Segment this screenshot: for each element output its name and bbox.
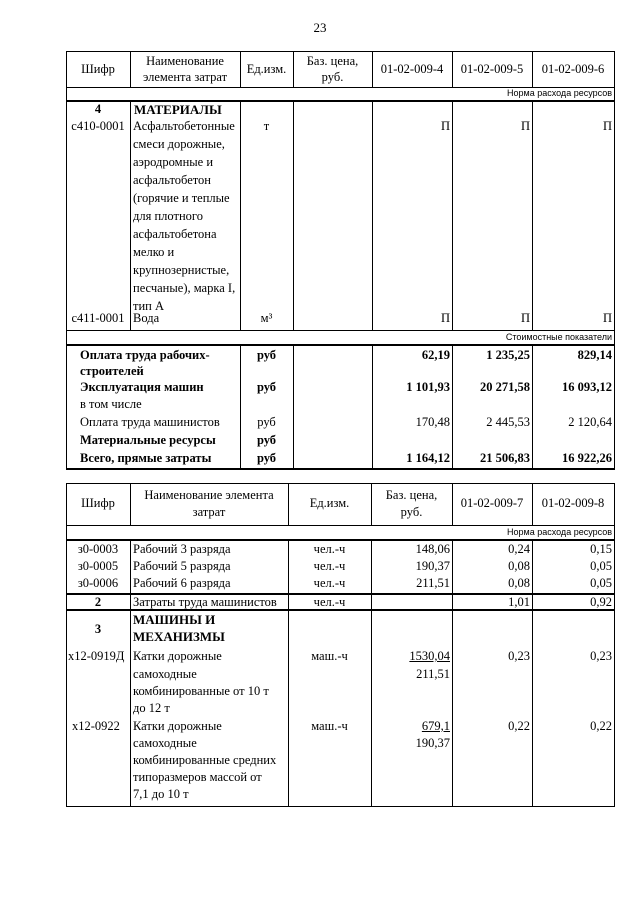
operators-norm: 0,92 [590, 595, 612, 609]
cost-row-unit: руб [257, 415, 276, 429]
machine-price: 679,1 [421, 719, 450, 733]
machine-price-operator: 211,51 [416, 667, 450, 681]
col-header-unit: Ед.изм. [246, 62, 287, 76]
col-header-name-line1: Наименование [146, 54, 224, 68]
cost-row-value: 170,48 [415, 415, 450, 429]
worker-norm: 0,24 [508, 542, 530, 556]
cost-row-unit: руб [256, 451, 277, 465]
worker-name: Рабочий 3 разряда [133, 542, 231, 556]
col-header-name-line2: затрат [192, 505, 226, 519]
col-header-price-line2: руб. [400, 505, 423, 519]
worker-norm: 0,08 [508, 559, 530, 573]
machine-unit: маш.-ч [311, 649, 348, 663]
machine-norm: 0,23 [590, 649, 612, 663]
worker-price: 148,06 [415, 542, 450, 556]
item-value: П [520, 119, 530, 133]
item-code: с411-0001 [71, 311, 125, 325]
cost-row-value: 1 235,25 [486, 348, 530, 362]
item-name: Вода [133, 311, 160, 325]
item-unit: м³ [260, 311, 273, 325]
cost-row-value: 16 093,12 [562, 380, 612, 394]
machine-norm: 0,22 [508, 719, 530, 733]
cost-row-name: строителей [80, 364, 144, 378]
machine-code: х12-0919Д [68, 649, 125, 663]
item-value: П [520, 311, 530, 325]
col-header-code-b: 01-02-009-5 [460, 62, 524, 76]
section-title-line2: МЕХАНИЗМЫ [133, 629, 225, 644]
machine-norm: 0,22 [590, 719, 612, 733]
cost-row-name: Эксплуатация машин [80, 380, 204, 394]
cost-row-value: 1 101,93 [406, 380, 450, 394]
item-value: П [440, 119, 450, 133]
col-header-code-c: 01-02-009-6 [541, 62, 605, 76]
cost-row-value: 16 922,26 [562, 451, 612, 465]
worker-price: 211,51 [416, 576, 450, 590]
norm-label: Норма расхода ресурсов [507, 88, 612, 98]
cost-row-name: Всего, прямые затраты [80, 451, 212, 465]
worker-code: з0-0003 [77, 542, 119, 556]
col-header-name-line1: Наименование элемента [144, 488, 274, 502]
col-header-code-b: 01-02-009-8 [541, 496, 605, 510]
cost-row-value: 2 445,53 [486, 415, 530, 429]
cost-row-name: Материальные ресурсы [80, 433, 216, 447]
section-title: МАТЕРИАЛЫ [134, 102, 222, 117]
machine-norm: 0,23 [508, 649, 530, 663]
machine-price: 1530,04 [409, 649, 450, 663]
worker-name: Рабочий 5 разряда [133, 559, 231, 573]
cost-row-name: в том числе [80, 397, 142, 411]
section-number: 3 [94, 622, 102, 636]
col-header-code: Шифр [81, 496, 115, 510]
operators-unit: чел.-ч [313, 595, 346, 609]
section-title-line1: МАШИНЫ И [133, 612, 216, 627]
cost-row-value: 62,19 [421, 348, 450, 362]
item-unit: т [263, 119, 270, 133]
col-header-code-a: 01-02-009-7 [460, 496, 524, 510]
machine-code: х12-0922 [72, 719, 120, 733]
col-header-price-line2: руб. [321, 70, 344, 84]
col-header-code: Шифр [81, 62, 115, 76]
machine-unit: маш.-ч [311, 719, 348, 733]
item-value: П [440, 311, 450, 325]
cost-label: Стоимостные показатели [505, 332, 612, 342]
item-value: П [602, 311, 612, 325]
item-code: с410-0001 [71, 119, 125, 133]
cost-row-value: 21 506,83 [480, 451, 530, 465]
worker-norm: 0,08 [508, 576, 530, 590]
worker-norm: 0,05 [590, 576, 612, 590]
operators-code: 2 [94, 595, 102, 609]
cost-row-unit: руб [256, 380, 277, 394]
worker-norm: 0,15 [590, 542, 612, 556]
worker-norm: 0,05 [590, 559, 612, 573]
operators-norm: 1,01 [508, 595, 530, 609]
cost-row-value: 1 164,12 [406, 451, 450, 465]
cost-row-value: 20 271,58 [480, 380, 530, 394]
cost-row-value: 2 120,64 [568, 415, 612, 429]
col-header-name-line2: элемента затрат [142, 70, 228, 84]
col-header-price-line1: Баз. цена, [306, 54, 359, 68]
worker-price: 190,37 [415, 559, 450, 573]
worker-unit: чел.-ч [313, 576, 346, 590]
col-header-unit: Ед.изм. [309, 496, 350, 510]
cost-row-name: Оплата труда машинистов [80, 415, 220, 429]
worker-code: з0-0005 [77, 559, 119, 573]
cost-row-value: 829,14 [577, 348, 612, 362]
page-number: 23 [313, 20, 327, 35]
col-header-code-a: 01-02-009-4 [380, 62, 444, 76]
worker-code: з0-0006 [77, 576, 119, 590]
worker-unit: чел.-ч [313, 542, 346, 556]
section-number: 4 [94, 102, 102, 116]
cost-row-name: Оплата труда рабочих- [80, 348, 210, 362]
item-value: П [602, 119, 612, 133]
worker-unit: чел.-ч [313, 559, 346, 573]
cost-row-unit: руб [256, 348, 277, 362]
col-header-price-line1: Баз. цена, [385, 488, 438, 502]
machine-price-operator: 190,37 [415, 736, 450, 750]
norm-label: Норма расхода ресурсов [507, 527, 612, 537]
worker-name: Рабочий 6 разряда [133, 576, 231, 590]
cost-row-unit: руб [256, 433, 277, 447]
operators-name: Затраты труда машинистов [133, 595, 277, 609]
